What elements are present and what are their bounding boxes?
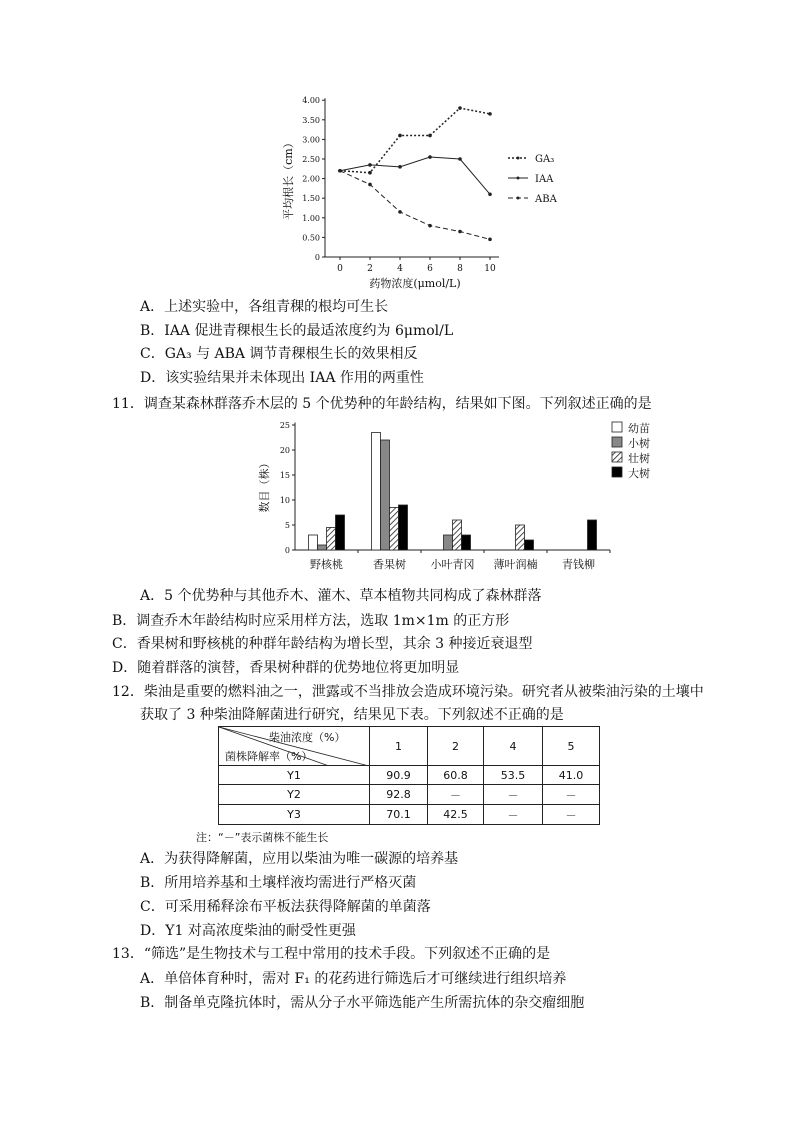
- q13-option-b: B．制备单克隆抗体时，需从分子水平筛选能产生所需抗体的杂交瘤细胞: [140, 995, 585, 1011]
- bar: [336, 515, 345, 550]
- q11-option-a: A．5 个优势种与其他乔木、灌木、草本植物共同构成了森林群落: [140, 588, 542, 604]
- q12-stem-line1: 12．柴油是重要的燃料油之一，泄露或不当排放会造成环境污染。研究者从被柴油污染的土壤中: [112, 684, 704, 700]
- y-tick-label: 3.00: [302, 135, 320, 145]
- chart2-bars: [309, 433, 597, 551]
- bar: [381, 440, 390, 550]
- table-row-label: Y2: [219, 785, 370, 805]
- legend-marker: [517, 177, 520, 180]
- x-tick-label: 薄叶润楠: [493, 558, 538, 571]
- series-line-1: [340, 108, 490, 173]
- legend-label: IAA: [535, 174, 554, 185]
- bar: [462, 535, 471, 550]
- x-tick-label: 香果树: [373, 558, 406, 571]
- x-axis-label: 药物浓度(μmol/L): [369, 277, 461, 290]
- legend-swatch: [612, 452, 622, 462]
- bar: [399, 505, 408, 550]
- data-point: [428, 155, 432, 159]
- data-point: [398, 165, 402, 169]
- degradation-table: [218, 726, 600, 825]
- y-tick-label: 15: [279, 471, 290, 480]
- table-cell: 90.9: [370, 766, 428, 785]
- data-point: [398, 210, 402, 214]
- legend-swatch: [612, 422, 622, 432]
- table-row: [219, 766, 600, 785]
- x-tick-label: 10: [484, 264, 496, 274]
- table-row: [219, 805, 600, 825]
- y-tick-label: 0.50: [302, 233, 320, 243]
- q11-option-d: D．随着群落的演替，香果树种群的优势地位将更加明显: [112, 660, 460, 676]
- legend-label: ABA: [535, 194, 557, 205]
- q11-option-c: C．香果树和野核桃的种群年龄结构为增长型，其余 3 种接近衰退型: [112, 636, 533, 652]
- legend-label: 小树: [628, 437, 650, 450]
- table-cell: 60.8: [428, 766, 484, 785]
- legend-marker: [517, 197, 520, 200]
- table-cell: －: [543, 785, 600, 805]
- y-axis-label: 数目（株）: [258, 457, 271, 513]
- q12-stem-line2: 获取了 3 种柴油降解菌进行研究，结果见下表。下列叙述不正确的是: [140, 707, 564, 723]
- table-cell: 70.1: [370, 805, 428, 825]
- bar: [309, 535, 318, 550]
- table-cell: 92.8: [370, 785, 428, 805]
- chart1-legend: [508, 154, 558, 205]
- q12-option-b: B．所用培养基和土壤样液均需进行严格灭菌: [140, 875, 417, 891]
- data-point: [368, 183, 372, 187]
- legend-label: 大树: [628, 467, 650, 480]
- bar: [525, 540, 534, 550]
- bar: [588, 520, 597, 550]
- data-point: [488, 238, 492, 242]
- series-line-2: [340, 157, 490, 194]
- q13-stem: 13．“筛选”是生物技术与工程中常用的技术手段。下列叙述不正确的是: [112, 946, 551, 962]
- x-tick-label: 0: [337, 264, 343, 274]
- data-point: [368, 163, 372, 167]
- q10-option-d: D．该实验结果并未体现出 IAA 作用的两重性: [140, 370, 424, 386]
- bar: [372, 433, 381, 551]
- age-structure-bar-chart: [255, 416, 675, 576]
- table-col-header: 1: [370, 727, 428, 766]
- table-cell: －: [484, 805, 543, 825]
- chart1-axes: [281, 96, 499, 290]
- table-cell: 41.0: [543, 766, 600, 785]
- table-cell: －: [484, 785, 543, 805]
- table-col-header: 5: [543, 727, 600, 766]
- q12-option-d: D．Y1 对高浓度柴油的耐受性更强: [140, 923, 356, 939]
- data-point: [398, 134, 402, 138]
- table-note: 注：“－”表示菌株不能生长: [196, 831, 329, 844]
- bar: [516, 525, 525, 550]
- legend-label: 壮树: [628, 452, 650, 465]
- q10-option-a: A．上述实验中，各组青稞的根均可生长: [140, 299, 389, 315]
- q12-option-c: C．可采用稀释涂布平板法获得降解菌的单菌落: [140, 899, 431, 915]
- table-cell: 42.5: [428, 805, 484, 825]
- q11-option-b: B．调查乔木年龄结构时应采用样方法，选取 1m×1m 的正方形: [112, 613, 510, 629]
- table-row-label: Y3: [219, 805, 370, 825]
- table-header-rate: 菌株降解率（%）: [225, 750, 313, 763]
- legend-label: GA₃: [535, 154, 555, 165]
- y-axis-label: 平均根长（cm）: [282, 137, 295, 220]
- data-point: [428, 134, 432, 138]
- data-point: [458, 106, 462, 110]
- x-tick-label: 野核桃: [310, 558, 343, 571]
- table-cell: 53.5: [484, 766, 543, 785]
- y-tick-label: 20: [279, 446, 290, 455]
- x-tick-label: 2: [367, 264, 373, 274]
- table-row: [219, 785, 600, 805]
- series-line-3: [340, 171, 490, 240]
- y-tick-label: 10: [279, 496, 290, 505]
- y-tick-label: 5: [284, 521, 290, 530]
- data-point: [338, 169, 342, 173]
- bar: [318, 545, 327, 550]
- table-col-header: 4: [484, 727, 543, 766]
- legend-label: 幼苗: [628, 422, 650, 435]
- x-tick-label: 青钱柳: [562, 558, 595, 571]
- table-col-header: 2: [428, 727, 484, 766]
- data-point: [368, 171, 372, 175]
- y-tick-label: 2.00: [302, 174, 320, 184]
- q12-option-a: A．为获得降解菌，应用以柴油为唯一碳源的培养基: [140, 851, 459, 867]
- y-tick-label: 3.50: [302, 115, 320, 125]
- q13-option-a: A．单倍体育种时，需对 F₁ 的花药进行筛选后才可继续进行组织培养: [140, 971, 567, 987]
- y-tick-label: 0: [314, 253, 320, 262]
- root-length-line-chart: [270, 90, 580, 295]
- data-point: [488, 112, 492, 116]
- table-cell: －: [543, 805, 600, 825]
- x-tick-label: 小叶青冈: [430, 558, 475, 571]
- table-row-label: Y1: [219, 766, 370, 785]
- bar: [327, 528, 336, 551]
- y-tick-label: 1.50: [302, 194, 320, 204]
- x-tick-label: 8: [457, 264, 463, 274]
- y-tick-label: 25: [279, 421, 290, 430]
- y-tick-label: 2.50: [302, 155, 320, 164]
- bar: [453, 520, 462, 550]
- legend-swatch: [612, 437, 622, 447]
- legend-marker: [517, 157, 520, 160]
- table-cell: －: [428, 785, 484, 805]
- bar: [390, 508, 399, 551]
- q10-option-c: C．GA₃ 与 ABA 调节青稞根生长的效果相反: [140, 346, 418, 362]
- table-header-concentration: 柴油浓度（%）: [269, 731, 346, 744]
- q10-option-b: B．IAA 促进青稞根生长的最适浓度约为 6μmol/L: [140, 323, 454, 339]
- y-tick-label: 4.00: [302, 96, 320, 106]
- data-point: [488, 192, 492, 196]
- legend-swatch: [612, 467, 622, 477]
- data-point: [428, 224, 432, 228]
- bar: [444, 535, 453, 550]
- x-tick-label: 4: [397, 264, 403, 274]
- chart1-series: [338, 106, 492, 241]
- data-point: [458, 157, 462, 161]
- x-tick-label: 6: [427, 264, 433, 274]
- y-tick-label: 1.00: [302, 213, 320, 223]
- y-tick-label: 0: [284, 546, 290, 555]
- q11-stem: 11．调查某森林群落乔木层的 5 个优势种的年龄结构，结果如下图。下列叙述正确的是: [112, 396, 652, 412]
- data-point: [458, 230, 462, 234]
- chart2-legend: [612, 421, 650, 480]
- table-diagonal-header: [219, 727, 370, 766]
